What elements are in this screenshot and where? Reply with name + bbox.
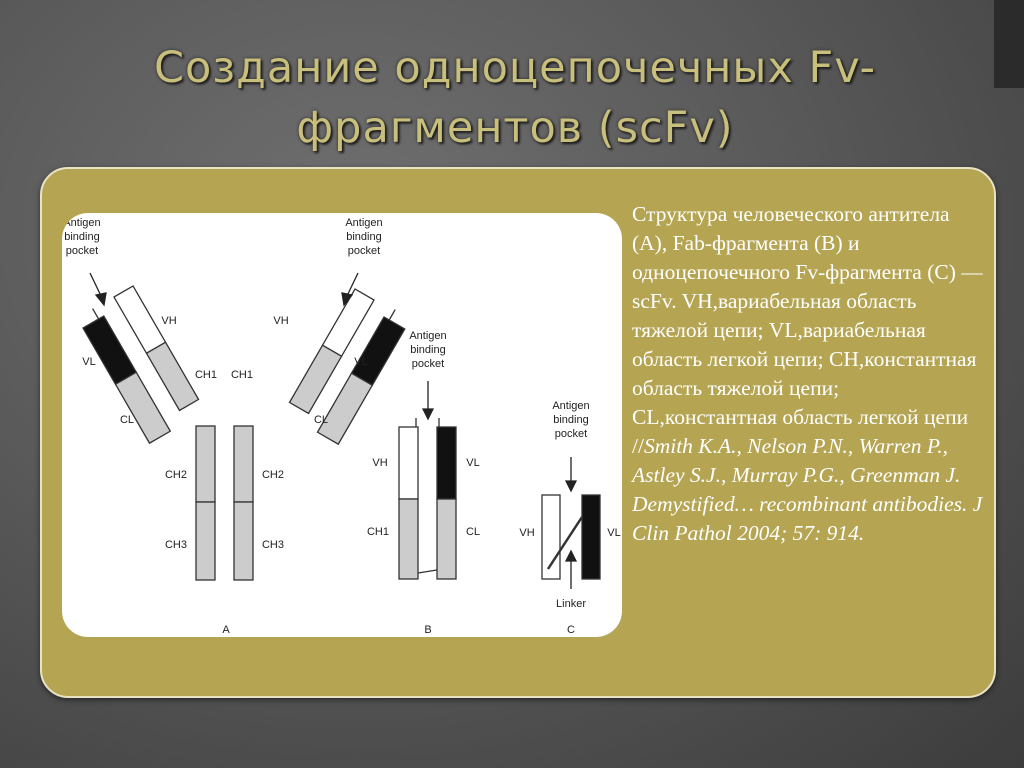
c-pocket-line3: pocket: [554, 428, 588, 440]
panel-b-label: B: [424, 624, 432, 636]
a-left-ch1-label: CH1: [194, 369, 218, 381]
b-pocket-arrowhead: [423, 409, 433, 419]
slide-title: [60, 38, 970, 158]
a-right-pocket-line2: binding: [346, 231, 382, 243]
b-vl: [437, 427, 456, 499]
title-line-1: Создание одноцепочечных Fv-: [153, 43, 877, 93]
c-vh-label: VH: [519, 527, 535, 539]
a-left-vl-tail: [93, 309, 99, 319]
c-pocket-arrowhead: [566, 481, 576, 491]
caption-text: Структура человеческого антитела (А), Fab-фрагмента (В) и одноцепочечного Fv-фрагмента (С) —scFv. VH,вариабельная область тяжелой цепи; VL,вариабельная область легкой цепи; CH,константная область тяжелой цепи; CL,константная область легкой цепи //: [632, 202, 983, 458]
a-left-ch1: [147, 342, 199, 410]
a-left-ch2-label: CH2: [164, 469, 188, 481]
a-right-vl-tail: [389, 310, 395, 320]
c-vl: [582, 495, 600, 579]
b-pocket-line1: Antigen: [409, 330, 447, 342]
b-vl-label: VL: [466, 457, 480, 469]
a-right-pocket-line3: pocket: [347, 245, 381, 257]
a-right-ch2-label: CH2: [261, 469, 285, 481]
a-right-pocket-line1: Antigen: [345, 217, 383, 229]
b-ch1: [399, 499, 418, 579]
a-left-vl-label: VL: [82, 356, 96, 368]
c-vl-label: VL: [607, 527, 621, 539]
b-vh: [399, 427, 418, 499]
title-line-2: фрагментов (scFv): [296, 103, 734, 153]
a-left-pocket-line1: Antigen: [63, 217, 101, 229]
a-right-ch3: [234, 502, 253, 580]
a-left-cl: [116, 372, 171, 443]
corner-accent: [994, 0, 1024, 88]
b-pocket-line2: binding: [410, 344, 446, 356]
antibody-diagram: [62, 213, 622, 637]
a-left-pocket-line2: binding: [64, 231, 100, 243]
c-linker-label: Linker: [556, 598, 586, 610]
c-pocket-line1: Antigen: [552, 400, 590, 412]
b-vh-label: VH: [372, 457, 388, 469]
b-pocket-line3: pocket: [411, 358, 445, 370]
a-right-ch3-label: CH3: [261, 539, 285, 551]
a-left-vh: [114, 286, 166, 353]
a-left-pocket-arrowhead: [96, 293, 106, 305]
a-right-vl-label: VL: [354, 356, 368, 368]
panel-c-label: C: [567, 624, 575, 636]
panel-a-label: A: [222, 624, 230, 636]
figure-caption: [632, 200, 984, 548]
b-cl: [437, 499, 456, 579]
a-right-light-chain: [318, 307, 411, 445]
a-left-ch2: [196, 426, 215, 502]
a-left-vh-label: VH: [161, 315, 177, 327]
b-disulfide: [418, 570, 437, 573]
a-right-vl: [352, 317, 405, 385]
a-right-vh-label: VH: [273, 315, 289, 327]
a-right-ch2: [234, 426, 253, 502]
a-left-cl-label: CL: [119, 414, 135, 426]
a-right-cl-label: CL: [313, 414, 329, 426]
c-linker-arrowhead: [566, 551, 576, 561]
a-left-ch3: [196, 502, 215, 580]
a-right-ch1-label: CH1: [230, 369, 254, 381]
antibody-figure: [62, 213, 622, 637]
b-ch1-label: CH1: [366, 526, 390, 538]
a-left-pocket-line3: pocket: [65, 245, 99, 257]
c-pocket-line2: binding: [553, 414, 589, 426]
caption-reference: Smith K.A., Nelson P.N., Warren P., Astley S.J., Murray P.G., Greenman J. Demystified… recombinant antibodies. J Clin Pathol 2004; 57: 914.: [632, 434, 983, 545]
a-left-ch3-label: CH3: [164, 539, 188, 551]
a-left-vl: [83, 316, 136, 384]
b-cl-label: CL: [465, 526, 481, 538]
